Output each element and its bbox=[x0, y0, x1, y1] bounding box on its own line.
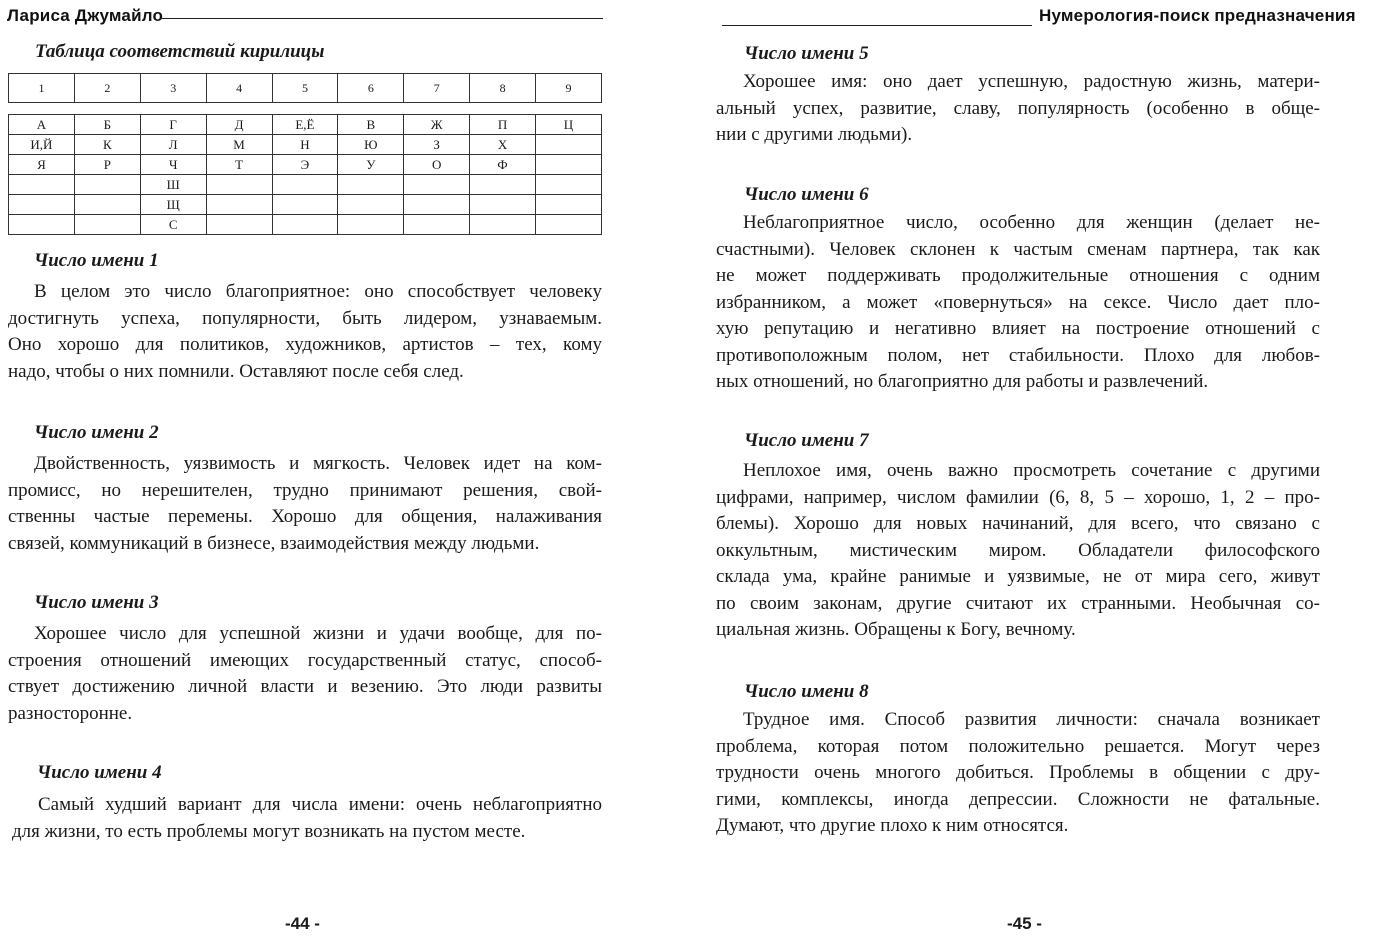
table-cell bbox=[338, 195, 404, 215]
paragraph-line: оккультным, мистическим миром. Обладатели философского bbox=[716, 539, 1320, 561]
paragraph-line: ственны частые перемены. Хорошо для общения, налаживания bbox=[8, 506, 602, 527]
paragraph-line: склада ума, крайне ранимые и уязвимые, не от мира сего, живут bbox=[716, 566, 1320, 587]
table-cell: И,Й bbox=[9, 135, 75, 155]
paragraph-line: строения отношений имеющих государственный статус, способ- bbox=[8, 649, 602, 671]
paragraph-line: ствует достижению личной власти и везению. Это люди развиты bbox=[8, 676, 602, 697]
paragraph-line: противоположным полом, нет стабильности. Плохо для любов- bbox=[716, 344, 1320, 366]
paragraph-line: Двойственность, уязвимость и мягкость. Человек идет на ком- bbox=[34, 453, 602, 474]
section-paragraph bbox=[716, 707, 1320, 840]
table-cell: У bbox=[338, 155, 404, 175]
table-cell: Ж bbox=[404, 115, 470, 135]
paragraph-line: Трудное имя. Способ развития личности: сначала возникает bbox=[743, 709, 1320, 730]
section-heading: Число имени 5 bbox=[744, 43, 869, 64]
right-page bbox=[692, 0, 1384, 936]
table-cell bbox=[74, 215, 140, 235]
table-cell bbox=[9, 195, 75, 215]
paragraph-line: трудности очень многого добиться. Проблемы в общении с дру- bbox=[716, 762, 1320, 783]
table-cell: Я bbox=[9, 155, 75, 175]
table-cell: Ф bbox=[470, 155, 536, 175]
table-cell bbox=[9, 215, 75, 235]
table-cell: Т bbox=[206, 155, 272, 175]
paragraph-line: разносторонне. bbox=[8, 702, 133, 724]
table-cell bbox=[338, 175, 404, 195]
section-heading: Число имени 7 bbox=[744, 430, 869, 451]
table-cell bbox=[9, 175, 75, 195]
section-paragraph bbox=[8, 279, 602, 385]
page-number: -44 - bbox=[285, 914, 320, 933]
table-cell bbox=[536, 215, 602, 235]
table-cell bbox=[404, 195, 470, 215]
section-paragraph bbox=[716, 69, 1320, 149]
table-header-cell: 2 bbox=[74, 74, 140, 103]
table-header-cell: 9 bbox=[536, 74, 602, 103]
table-cell: Р bbox=[74, 155, 140, 175]
table-cell bbox=[272, 195, 338, 215]
table-cell: Щ bbox=[140, 195, 206, 215]
page-number: -45 - bbox=[1007, 914, 1042, 933]
table-cell: А bbox=[9, 115, 75, 135]
table-spacer-row bbox=[9, 103, 602, 115]
table-cell bbox=[272, 215, 338, 235]
table-cell: Ш bbox=[140, 175, 206, 195]
section-heading: Число имени 8 bbox=[744, 681, 869, 702]
table-cell bbox=[206, 175, 272, 195]
paragraph-line: по своим законам, другие считают их странными. Необычная со- bbox=[716, 592, 1320, 614]
table-cell bbox=[536, 195, 602, 215]
paragraph-line: счастными). Человек склонен к частым сменам партнера, так как bbox=[716, 238, 1320, 260]
table-row bbox=[9, 115, 602, 135]
table-cell bbox=[470, 195, 536, 215]
table-cell: М bbox=[206, 135, 272, 155]
table-spacer-cell bbox=[9, 103, 602, 115]
table-row bbox=[9, 155, 602, 175]
table-cell: С bbox=[140, 215, 206, 235]
section-paragraph bbox=[12, 792, 602, 845]
header-rule bbox=[722, 25, 1032, 26]
section-heading: Число имени 3 bbox=[34, 592, 159, 613]
table-cell: Х bbox=[470, 135, 536, 155]
running-head-title: Нумерология-поиск предназначения bbox=[1039, 6, 1356, 25]
paragraph-line: Самый худший вариант для числа имени: очень неблагоприятно bbox=[38, 794, 602, 815]
table-cell: Б bbox=[74, 115, 140, 135]
table-header-row bbox=[9, 74, 602, 103]
table-cell: Н bbox=[272, 135, 338, 155]
paragraph-line: Оно хорошо для политиков, художников, артистов – тех, кому bbox=[8, 334, 602, 355]
paragraph-line: надо, чтобы о них помнили. Оставляют после себя след. bbox=[8, 360, 464, 382]
table-cell: Д bbox=[206, 115, 272, 135]
table-row bbox=[9, 175, 602, 195]
cyrillic-table bbox=[8, 73, 602, 235]
table-cell: Ч bbox=[140, 155, 206, 175]
header-rule bbox=[160, 18, 603, 19]
table-cell: Л bbox=[140, 135, 206, 155]
table-cell bbox=[536, 155, 602, 175]
paragraph-line: блемы). Хорошо для новых начинаний, для всего, что связано с bbox=[716, 513, 1320, 534]
paragraph-line: гими, комплексы, иногда депрессии. Сложности не фатальные. bbox=[716, 788, 1320, 810]
paragraph-line: ных отношений, но благоприятно для работы и развлечений. bbox=[716, 371, 1209, 392]
table-cell bbox=[206, 195, 272, 215]
paragraph-line: Думают, что другие плохо к ним относятся. bbox=[716, 815, 1069, 836]
table-header-cell: 8 bbox=[470, 74, 536, 103]
section-heading: Число имени 6 bbox=[744, 184, 869, 205]
table-cell: Ц bbox=[536, 115, 602, 135]
paragraph-line: нии с другими людьми). bbox=[716, 124, 913, 145]
table-cell bbox=[404, 215, 470, 235]
table-header-cell: 3 bbox=[140, 74, 206, 103]
paragraph-line: для жизни, то есть проблемы могут возникать на пустом месте. bbox=[12, 820, 526, 842]
table-cell bbox=[272, 175, 338, 195]
paragraph-line: избранником, а может «повернуться» на сексе. Число дает пло- bbox=[716, 291, 1320, 313]
paragraph-line: циальная жизнь. Обращены к Богу, вечному. bbox=[716, 619, 1076, 640]
table-cell: О bbox=[404, 155, 470, 175]
table-cell bbox=[74, 175, 140, 195]
section-heading: Число имени 1 bbox=[34, 250, 159, 271]
table-header-cell: 7 bbox=[404, 74, 470, 103]
paragraph-line: Хорошее имя: оно дает успешную, радостную жизнь, матери- bbox=[743, 71, 1320, 92]
paragraph-line: альный успех, развитие, славу, популярность (особенно в обще- bbox=[716, 97, 1320, 119]
table-cell bbox=[74, 195, 140, 215]
table-row bbox=[9, 135, 602, 155]
table-cell bbox=[536, 175, 602, 195]
paragraph-line: Хорошее число для успешной жизни и удачи вообще, для по- bbox=[34, 623, 602, 644]
paragraph-line: цифрами, например, числом фамилии (6, 8, 5 – хорошо, 1, 2 – про- bbox=[716, 486, 1320, 508]
running-head-author: Лариса Джумайло bbox=[7, 6, 164, 25]
section-paragraph bbox=[8, 621, 602, 727]
paragraph-line: не может поддерживать продолжительные отношения с одним bbox=[716, 265, 1320, 286]
table-cell: Э bbox=[272, 155, 338, 175]
paragraph-line: достигнуть успеха, популярности, быть лидером, узнаваемым. bbox=[8, 307, 602, 329]
paragraph-line: Неблагоприятное число, особенно для женщин (делает не- bbox=[743, 212, 1320, 233]
table-row bbox=[9, 195, 602, 215]
table-title: Таблица соответствий кирилицы bbox=[35, 41, 325, 62]
paragraph-line: промисс, но нерешителен, трудно принимают решения, свой- bbox=[8, 479, 602, 501]
table-cell: З bbox=[404, 135, 470, 155]
table-row bbox=[9, 215, 602, 235]
table-header-cell: 1 bbox=[9, 74, 75, 103]
table-cell: Ю bbox=[338, 135, 404, 155]
table-cell: Г bbox=[140, 115, 206, 135]
section-paragraph bbox=[8, 451, 602, 557]
table-header-cell: 6 bbox=[338, 74, 404, 103]
section-paragraph bbox=[716, 210, 1320, 396]
table-cell bbox=[470, 175, 536, 195]
table-cell bbox=[536, 135, 602, 155]
table-header-cell: 5 bbox=[272, 74, 338, 103]
paragraph-line: проблема, которая потом положительно решается. Могут через bbox=[716, 735, 1320, 757]
table-cell: К bbox=[74, 135, 140, 155]
section-heading: Число имени 2 bbox=[34, 422, 159, 443]
section-heading: Число имени 4 bbox=[37, 762, 162, 783]
paragraph-line: Неплохое имя, очень важно просмотреть сочетание с другими bbox=[743, 460, 1320, 481]
table-cell: Е,Ё bbox=[272, 115, 338, 135]
section-paragraph bbox=[716, 458, 1320, 644]
table-cell: П bbox=[470, 115, 536, 135]
table-header-cell: 4 bbox=[206, 74, 272, 103]
table-cell bbox=[470, 215, 536, 235]
table-cell bbox=[404, 175, 470, 195]
table-cell: В bbox=[338, 115, 404, 135]
paragraph-line: В целом это число благоприятное: оно способствует человеку bbox=[34, 281, 602, 302]
table-cell bbox=[206, 215, 272, 235]
paragraph-line: хую репутацию и негативно влияет на построение отношений с bbox=[716, 318, 1320, 339]
paragraph-line: связей, коммуникаций в бизнесе, взаимодействия между людьми. bbox=[8, 532, 540, 554]
table-cell bbox=[338, 215, 404, 235]
